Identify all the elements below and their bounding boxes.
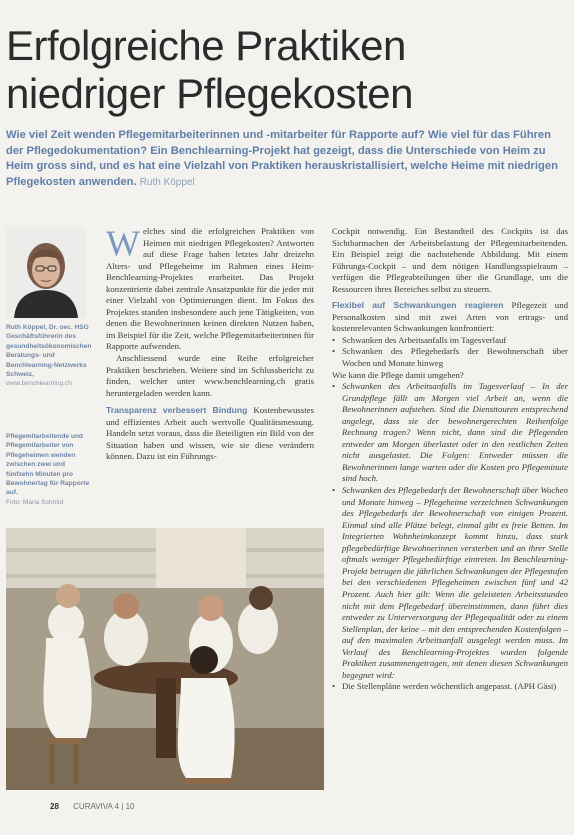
practice-list — [332, 381, 568, 693]
lead-text: Wie viel Zeit wenden Pflegemitarbeiterinnen und -mitarbeiter für Rapporte auf? Wie viel für das Führen der Pflegedokumentation? Ein Benchlearning-Projekt hat gezeigt, dass die Unterschiede von Heim zu Heim gross sind, und es hat eine Vielzahl von Praktiken herauskristallisiert, welche Heime mit niedrigen Pflegekosten anwenden. — [6, 129, 558, 188]
article-title — [6, 22, 566, 118]
photo-caption-text: Pflegemitarbeitende und Pflegemitarbeiter von Pflegeheimen wenden zwischen zwei und fünfzehn Minuten pro Bewohnertag für Rapporte auf. — [6, 433, 90, 497]
author-caption-text: Ruth Köppel, Dr. oec. HSG Geschäftsführerin des gesundheitsökonomischen Beratungs- und Benchlearning-Netzwerks Schweiz, — [6, 324, 92, 379]
col2-paragraph-2: Pflegezeit und Personalkosten sind mit zwei Arten von ertrags- und kostenrelevanten Schwankungen konfrontiert: — [332, 300, 568, 334]
author-byline: Ruth Köppel — [139, 176, 195, 188]
list-item: • Schwanken des Pflegebedarfs der Bewohnerschaft über Wochen und Monate hinweg – Pflegeheime verzeichnen Schwankungen des Pflegebedarfs der Bewohnerschaft von einigen Prozent. Einmal sind alle Plätze belegt, einmal gibt es freie Betten. Im Integrierten Wohnheimkonzept kommt hinzu, dass stark pflegebedürftige Bewohnerinnen versterben und an ihrer Stelle oftmals weniger Pflegebedürftige eintreten. Im Benchlearning-Projekt betrugen die jährlichen Schwankungen der Pflegestufen bei den verschiedenen Pflegeheimen zwischen fünf und 42 Prozent. Auch hier gilt: Wenn die geleisteten Arbeitsstunden nicht mit dem Pflegebedarf übereinstimmen, dann führt dies entweder zu Unterversorgung der Pflegequalität oder zu einem Stellenplan, der keine – mit den entsprechenden Kostenfolgen – auf den maximalen Arbeitsanfall ausgelegt werden muss. Im Verlauf des Benchlearning-Projektes wurden folgende Praktiken zusammengetragen, mit denen diesen Schwankungen begegnet wird: — [340, 485, 568, 681]
list-item: • Schwanken des Arbeitsanfalls im Tagesverlauf — [340, 335, 568, 347]
article-column-2 — [332, 226, 568, 693]
title-line-1: Erfolgreiche Praktiken — [6, 22, 406, 69]
article-lead — [6, 128, 566, 190]
publication-name: CURAVIVA 4 | 10 — [73, 802, 135, 811]
title-line-2: niedriger Pflegekosten — [6, 70, 413, 117]
author-caption-link[interactable]: www.benchlearning.ch — [6, 380, 72, 388]
author-caption — [6, 323, 94, 389]
col1-paragraph-2: Anschliessend wurde eine Reihe erfolgreicher Praktiken beschrieben. Weitere sind im Schlussbericht zu finden, welcher unter www.benchlearning.ch gratis heruntergeladen werden kann. — [106, 353, 314, 398]
col1-subheading: Transparenz verbessert Bindung — [106, 405, 248, 416]
photo-credit: Foto: Maria Schmid — [6, 498, 64, 506]
col2-paragraph-3: Wie kann die Pflege damit umgehen? — [332, 369, 464, 380]
page-number: 28 — [50, 802, 59, 811]
nurses-photo — [6, 528, 324, 790]
list-item: • Die Stellenpläne werden wöchentlich angepasst. (APH Gäsi) — [340, 681, 568, 693]
page-footer — [50, 802, 135, 811]
list-item: • Schwanken des Arbeitsanfalls im Tagesverlauf – In der Grundpflege fällt am Morgen viel Arbeit an, wenn die Bewohnerinnen aufstehen. Sind die Diensttouren entsprechend angelegt, dass sie der bewohnergerechten Reihenfolge Rechnung tragen? Wenn nicht, dann sind die Pflegenden entweder am Morgen überlastet oder in den restlichen Zeiten nicht ausgelastet. Die Folgen: Entweder müssen die Bewohnerinnen lange warten oder die Kosten pro Pflegeminute sind hoch. — [340, 381, 568, 485]
col1-paragraph-1: elches sind die erfolgreichen Praktiken von Heimen mit niedrigen Pflegekosten? Antworten auf diese Frage haben letztes Jahr dreizehn Alters- und Pflegeheime im Rahmen eines Heim-Benchlearning-Projektes erarbeitet. Das Projekt konzentrierte dabei zentrale Ansatzpunkte für die jeder mit einer Vielzahl von Optimierungen dient. Im Fokus des Projektes standen insbesondere auch jene Tätigkeiten, von denen die Bewohnerinnen keinen direkten Nutzen haben, im Beispiel für die Zeit, welche Pflegemitarbeiterinnen für Rapporte aufwenden. — [106, 226, 314, 352]
col2-paragraph-1: Cockpit notwendig. Ein Bestandteil des Cockpits ist das Sichtbarmachen der Arbeitsbelastung der Pflegemitarbeitenden. Ein Beispiel zeigt die nachstehende Abbildung. Mit einem Führungs-Cockpit – und dem nötigen Handlungsspielraum – verfügen die Pflegeabteilungen über die Grundlage, um die Ressourcen ihres Bereiches selbst zu steuern. — [332, 226, 568, 294]
photo-caption — [6, 432, 94, 507]
col1-paragraph-3: Kostenbewusstes und effizientes Arbeit auch wertvolle Qualitätsmessung. Handeln setzt voraus, dass die Beteiligten ein Bild von der Situation haben und wissen, wie sie diese verändern können. Dazu ist ein Führungs- — [106, 405, 314, 462]
col2-subheading: Flexibel auf Schwankungen reagieren — [332, 300, 504, 311]
drop-cap: W — [106, 223, 140, 263]
article-column-1 — [106, 223, 314, 463]
fluctuation-list — [332, 335, 568, 370]
list-item: • Schwanken des Pflegebedarfs der Bewohnerschaft über Wochen und Monate hinweg — [340, 346, 568, 369]
author-portrait — [6, 228, 86, 318]
